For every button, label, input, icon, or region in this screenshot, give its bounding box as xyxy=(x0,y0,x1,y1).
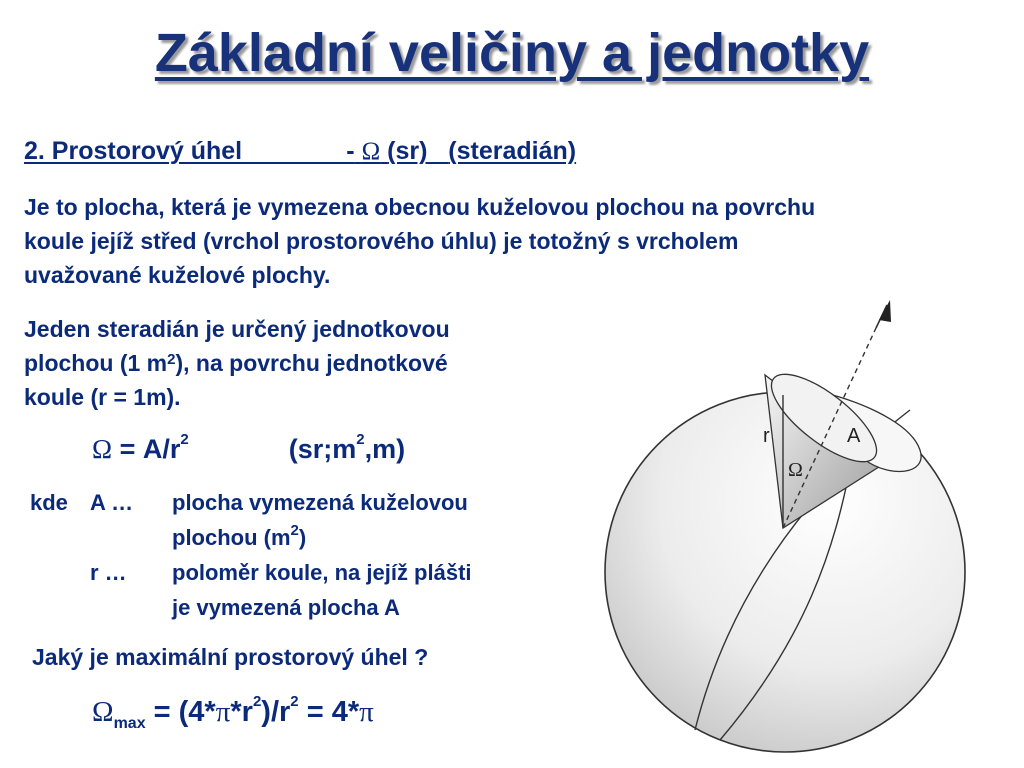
r-label: r … xyxy=(90,560,127,585)
label-r: r xyxy=(763,425,770,447)
label-omega: Ω xyxy=(788,459,803,481)
formula-part: = (4* xyxy=(145,696,216,728)
formula-part: = 4* xyxy=(298,696,360,728)
omega-symbol: Ω xyxy=(92,696,114,728)
line-text: plochou (1 m xyxy=(24,350,168,376)
line-text: ) xyxy=(298,525,307,550)
formula-units xyxy=(288,431,406,465)
formula-part: )/r xyxy=(261,696,291,728)
line-text: ), na povrchu jednotkové xyxy=(175,350,448,376)
solid-angle-formula xyxy=(92,431,406,465)
section-heading xyxy=(24,134,576,169)
superscript: 2 xyxy=(290,522,299,539)
paragraph-line: uvažované kuželové plochy. xyxy=(24,262,331,288)
superscript: 2 xyxy=(356,431,365,448)
a-description-cont xyxy=(172,522,307,551)
slide-title: Základní veličiny a jednotky xyxy=(154,23,870,83)
heading-unit: (sr) xyxy=(387,137,428,165)
sphere-solid-angle-diagram xyxy=(590,300,990,760)
paragraph-line: Jeden steradián je určený jednotkovou xyxy=(24,316,450,342)
superscript: 2 xyxy=(167,351,176,368)
omega-symbol: Ω xyxy=(361,138,381,165)
heading-unit-name: (steradián) xyxy=(448,137,577,165)
formula-part: *r xyxy=(230,696,253,728)
heading-text: 2. Prostorový úhel - xyxy=(24,137,355,165)
r-description-cont: je vymezená plocha A xyxy=(172,595,400,620)
kde-label: kde xyxy=(30,490,68,515)
units-text: ,m) xyxy=(364,434,406,464)
formula-lhs: = A/r xyxy=(112,434,181,464)
pi-symbol: π xyxy=(359,696,374,728)
a-label: A … xyxy=(90,490,134,515)
superscript: 2 xyxy=(252,693,262,710)
question-text: Jaký je maximální prostorový úhel ? xyxy=(32,644,429,670)
max-solid-angle-formula xyxy=(92,693,374,733)
subscript: max xyxy=(113,714,146,732)
label-a: A xyxy=(847,425,861,447)
paragraph-line: Je to plocha, která je vymezena obecnou kuželovou plochou na povrchu xyxy=(24,194,816,220)
r-description: poloměr koule, na jejíž plášti xyxy=(172,560,472,585)
omega-symbol: Ω xyxy=(92,434,113,464)
arrow-head-icon xyxy=(879,300,891,322)
definition-paragraph xyxy=(24,190,815,292)
line-text: plochou (m xyxy=(172,525,291,550)
paragraph-line xyxy=(24,346,450,380)
superscript: 2 xyxy=(290,693,299,710)
steradian-paragraph xyxy=(24,312,450,414)
superscript: 2 xyxy=(180,431,189,448)
paragraph-line: koule jejíž střed (vrchol prostorového úhlu) je totožný s vrcholem xyxy=(24,228,739,254)
units-text: (sr;m xyxy=(288,434,357,464)
paragraph-line: koule (r = 1m). xyxy=(24,384,181,410)
a-description: plocha vymezená kuželovou xyxy=(172,490,468,515)
pi-symbol: π xyxy=(215,696,231,728)
